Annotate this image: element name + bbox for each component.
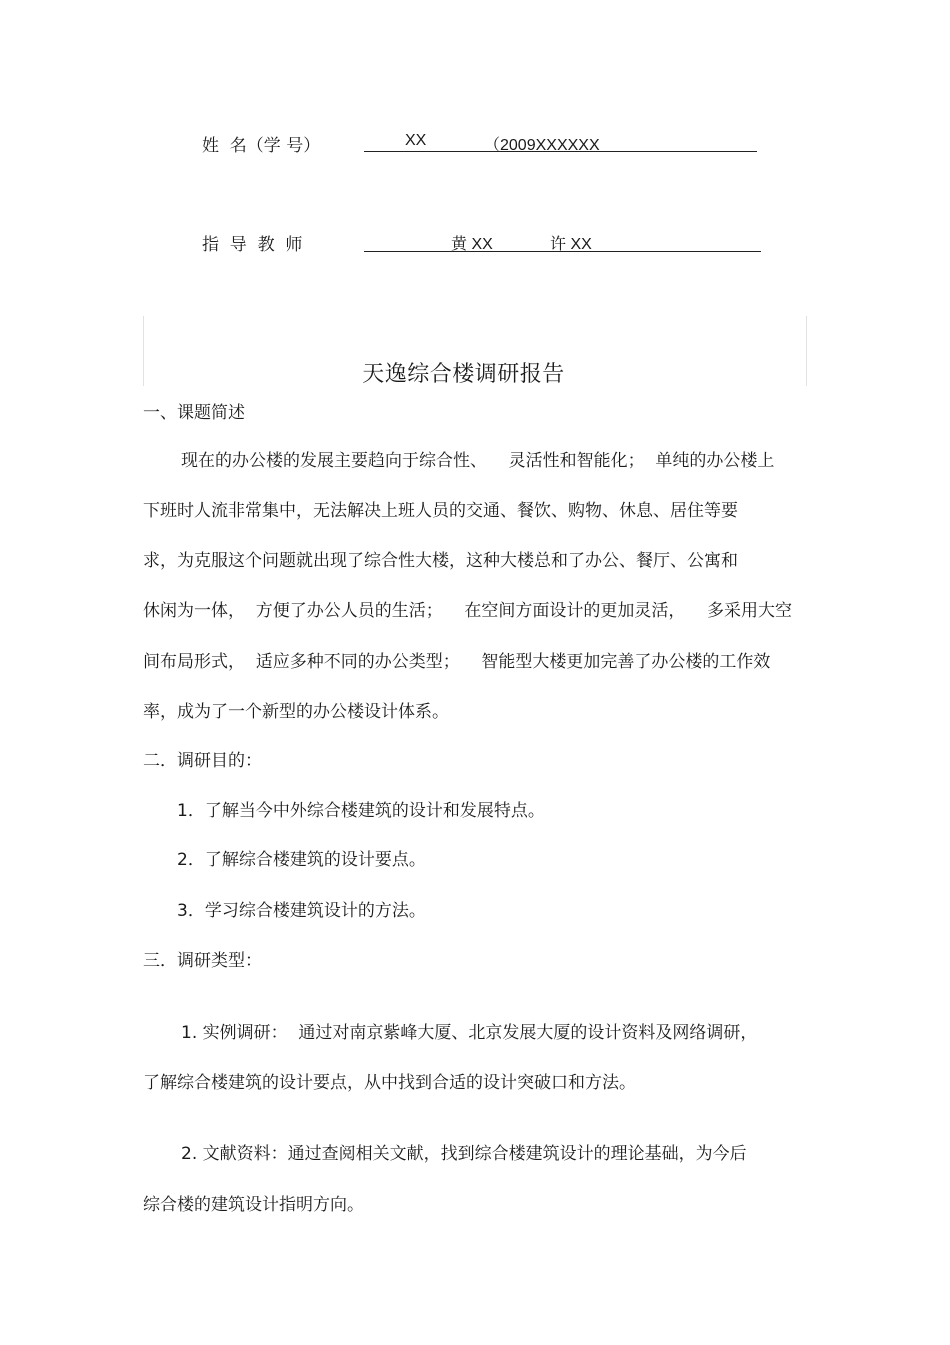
advisor-1-value: 黄 XX bbox=[451, 236, 493, 253]
section-1-line: 率，成为了一个新型的办公楼设计体系。 bbox=[143, 702, 449, 722]
advisor-2-value: 许 XX bbox=[550, 236, 592, 253]
student-id-value: （2009XXXXXX bbox=[484, 137, 600, 154]
section-3-paragraph-2-line: 2. 文献资料：通过查阅相关文献，找到综合楼建筑设计的理论基础，为今后 bbox=[181, 1144, 747, 1164]
section-2-item: 3．学习综合楼建筑设计的方法。 bbox=[177, 901, 426, 921]
section-3-paragraph-2-line: 综合楼的建筑设计指明方向。 bbox=[143, 1195, 364, 1215]
report-title: 天逸综合楼调研报告 bbox=[362, 362, 565, 387]
section-1-line: 下班时人流非常集中，无法解决上班人员的交通、餐饮、购物、休息、居住等要 bbox=[143, 501, 738, 521]
section-3-paragraph-1-line: 了解综合楼建筑的设计要点，从中找到合适的设计突破口和方法。 bbox=[143, 1073, 636, 1093]
section-1-line: 休闲为一体， 方便了办公人员的生活； 在空间方面设计的更加灵活， 多采用大空 bbox=[143, 601, 793, 621]
section-2-heading: 二．调研目的： bbox=[143, 751, 262, 771]
advisor-label: 指 导 教 师 bbox=[202, 235, 303, 255]
section-3-heading: 三．调研类型： bbox=[143, 951, 262, 971]
section-1-heading: 一、课题简述 bbox=[143, 403, 245, 423]
section-2-item: 1．了解当今中外综合楼建筑的设计和发展特点。 bbox=[177, 801, 545, 821]
section-3-paragraph-1-line: 1. 实例调研： 通过对南京紫峰大厦、北京发展大厦的设计资料及网络调研， bbox=[181, 1023, 758, 1043]
name-label: 姓 名（学 号） bbox=[202, 136, 321, 156]
section-2-item: 2．了解综合楼建筑的设计要点。 bbox=[177, 850, 426, 870]
section-1-line: 现在的办公楼的发展主要趋向于综合性、 灵活性和智能化； 单纯的办公楼上 bbox=[181, 451, 775, 471]
section-1-line: 求，为克服这个问题就出现了综合性大楼，这种大楼总和了办公、餐厅、公寓和 bbox=[143, 551, 738, 571]
section-1-line: 间布局形式， 适应多种不同的办公类型； 智能型大楼更加完善了办公楼的工作效 bbox=[143, 652, 771, 672]
name-value: XX bbox=[405, 132, 427, 149]
